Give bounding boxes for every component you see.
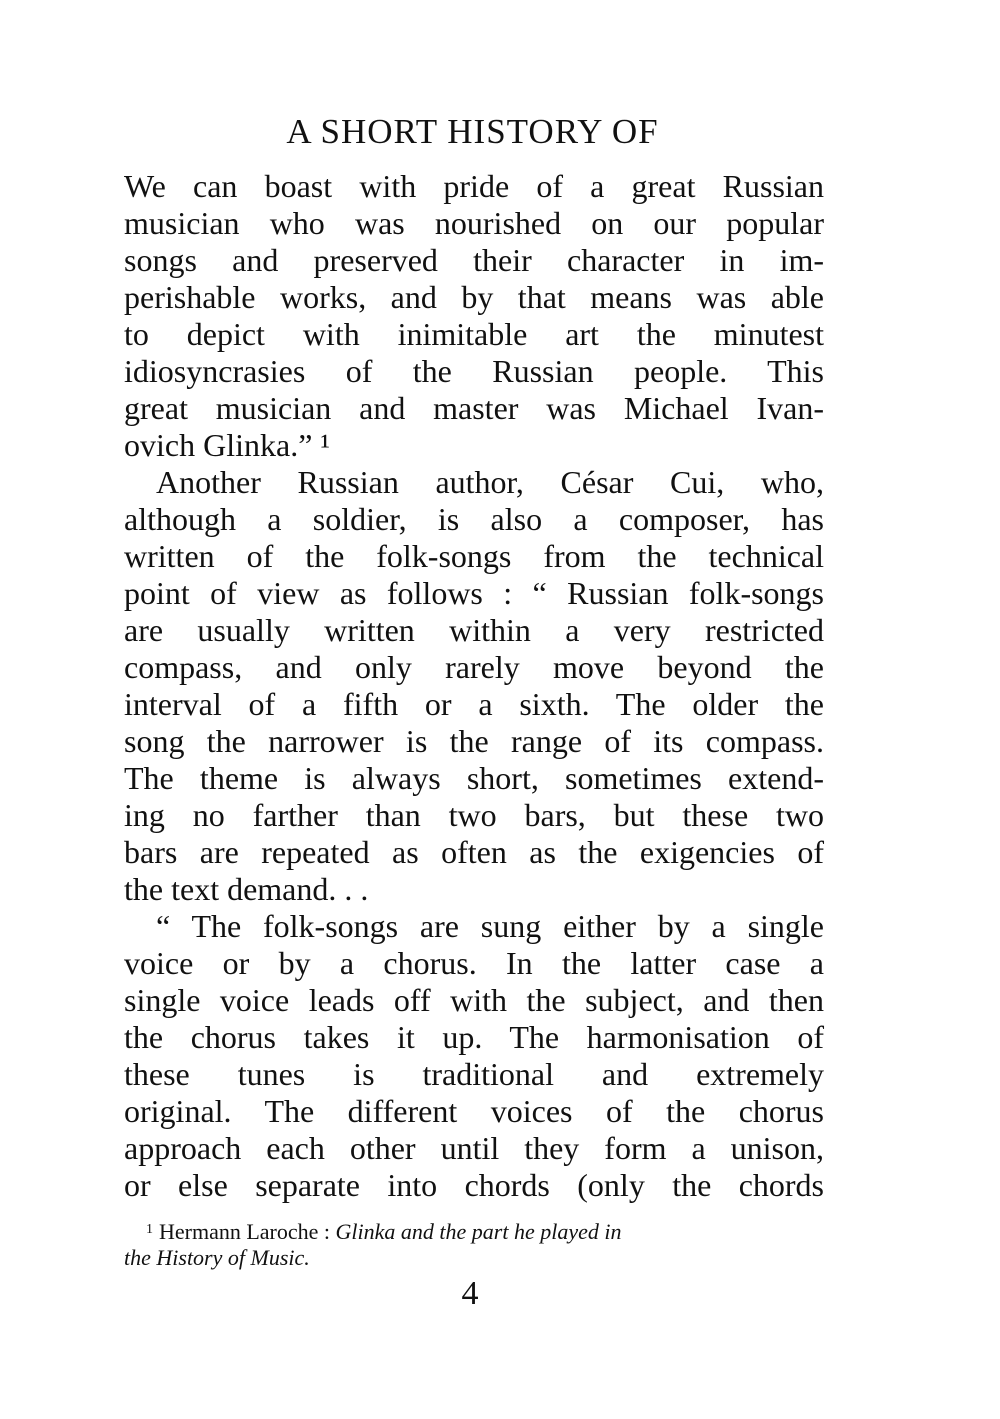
text-line: ovich Glinka.” ¹ bbox=[124, 427, 330, 463]
text-line: to depict with inimitable art the minutest bbox=[124, 316, 824, 352]
text-line: musician who was nourished on our popular bbox=[124, 205, 824, 241]
text-line: are usually written within a very restricted bbox=[124, 612, 824, 648]
text-line: point of view as follows : “ Russian folk-songs bbox=[124, 575, 824, 611]
text-line: voice or by a chorus. In the latter case a bbox=[124, 945, 824, 981]
text-line: approach each other until they form a unison, bbox=[124, 1130, 824, 1166]
text-line: the chorus takes it up. The harmonisation of bbox=[124, 1019, 824, 1055]
text-line: The theme is always short, sometimes extend- bbox=[124, 760, 824, 796]
text-line: compass, and only rarely move beyond the bbox=[124, 649, 824, 685]
text-line: these tunes is traditional and extremely bbox=[124, 1056, 824, 1092]
footnote-line bbox=[124, 1216, 824, 1244]
text-line: written of the folk-songs from the technical bbox=[124, 538, 824, 574]
text-line: great musician and master was Michael Ivan- bbox=[124, 390, 824, 426]
text-line: or else separate into chords (only the chords bbox=[124, 1167, 824, 1203]
text-line: the text demand. . . bbox=[124, 871, 369, 907]
text-line: bars are repeated as often as the exigencies of bbox=[124, 834, 824, 870]
paragraph-2 bbox=[124, 464, 824, 908]
text-line: song the narrower is the range of its compass. bbox=[124, 723, 824, 759]
paragraph-1 bbox=[124, 168, 824, 464]
text-line: although a soldier, is also a composer, has bbox=[124, 501, 824, 537]
text-line: original. The different voices of the chorus bbox=[124, 1093, 824, 1129]
footnote bbox=[124, 1216, 824, 1272]
footnote-work-title: Glinka and the part he played in bbox=[335, 1219, 622, 1244]
page-number: 4 bbox=[461, 1275, 479, 1312]
text-line: Another Russian author, César Cui, who, bbox=[156, 464, 824, 500]
text-line: interval of a fifth or a sixth. The older the bbox=[124, 686, 824, 722]
paragraph-3 bbox=[124, 908, 824, 1204]
footnote-line bbox=[124, 1244, 824, 1272]
text-line: “ The folk-songs are sung either by a single bbox=[156, 908, 824, 944]
text-line: ing no farther than two bars, but these two bbox=[124, 797, 824, 833]
body-text bbox=[124, 168, 824, 1204]
footnote-work-title-continued: the History of Music. bbox=[124, 1245, 310, 1270]
text-line: single voice leads off with the subject, and then bbox=[124, 982, 824, 1018]
text-line: songs and preserved their character in im- bbox=[124, 242, 824, 278]
footnote-author: Hermann Laroche : bbox=[159, 1219, 331, 1244]
text-line: We can boast with pride of a great Russian bbox=[124, 168, 824, 204]
text-line: perishable works, and by that means was able bbox=[124, 279, 824, 315]
footnote-marker: 1 bbox=[146, 1222, 153, 1237]
running-head: A SHORT HISTORY OF bbox=[286, 112, 659, 151]
text-line: idiosyncrasies of the Russian people. This bbox=[124, 353, 824, 389]
